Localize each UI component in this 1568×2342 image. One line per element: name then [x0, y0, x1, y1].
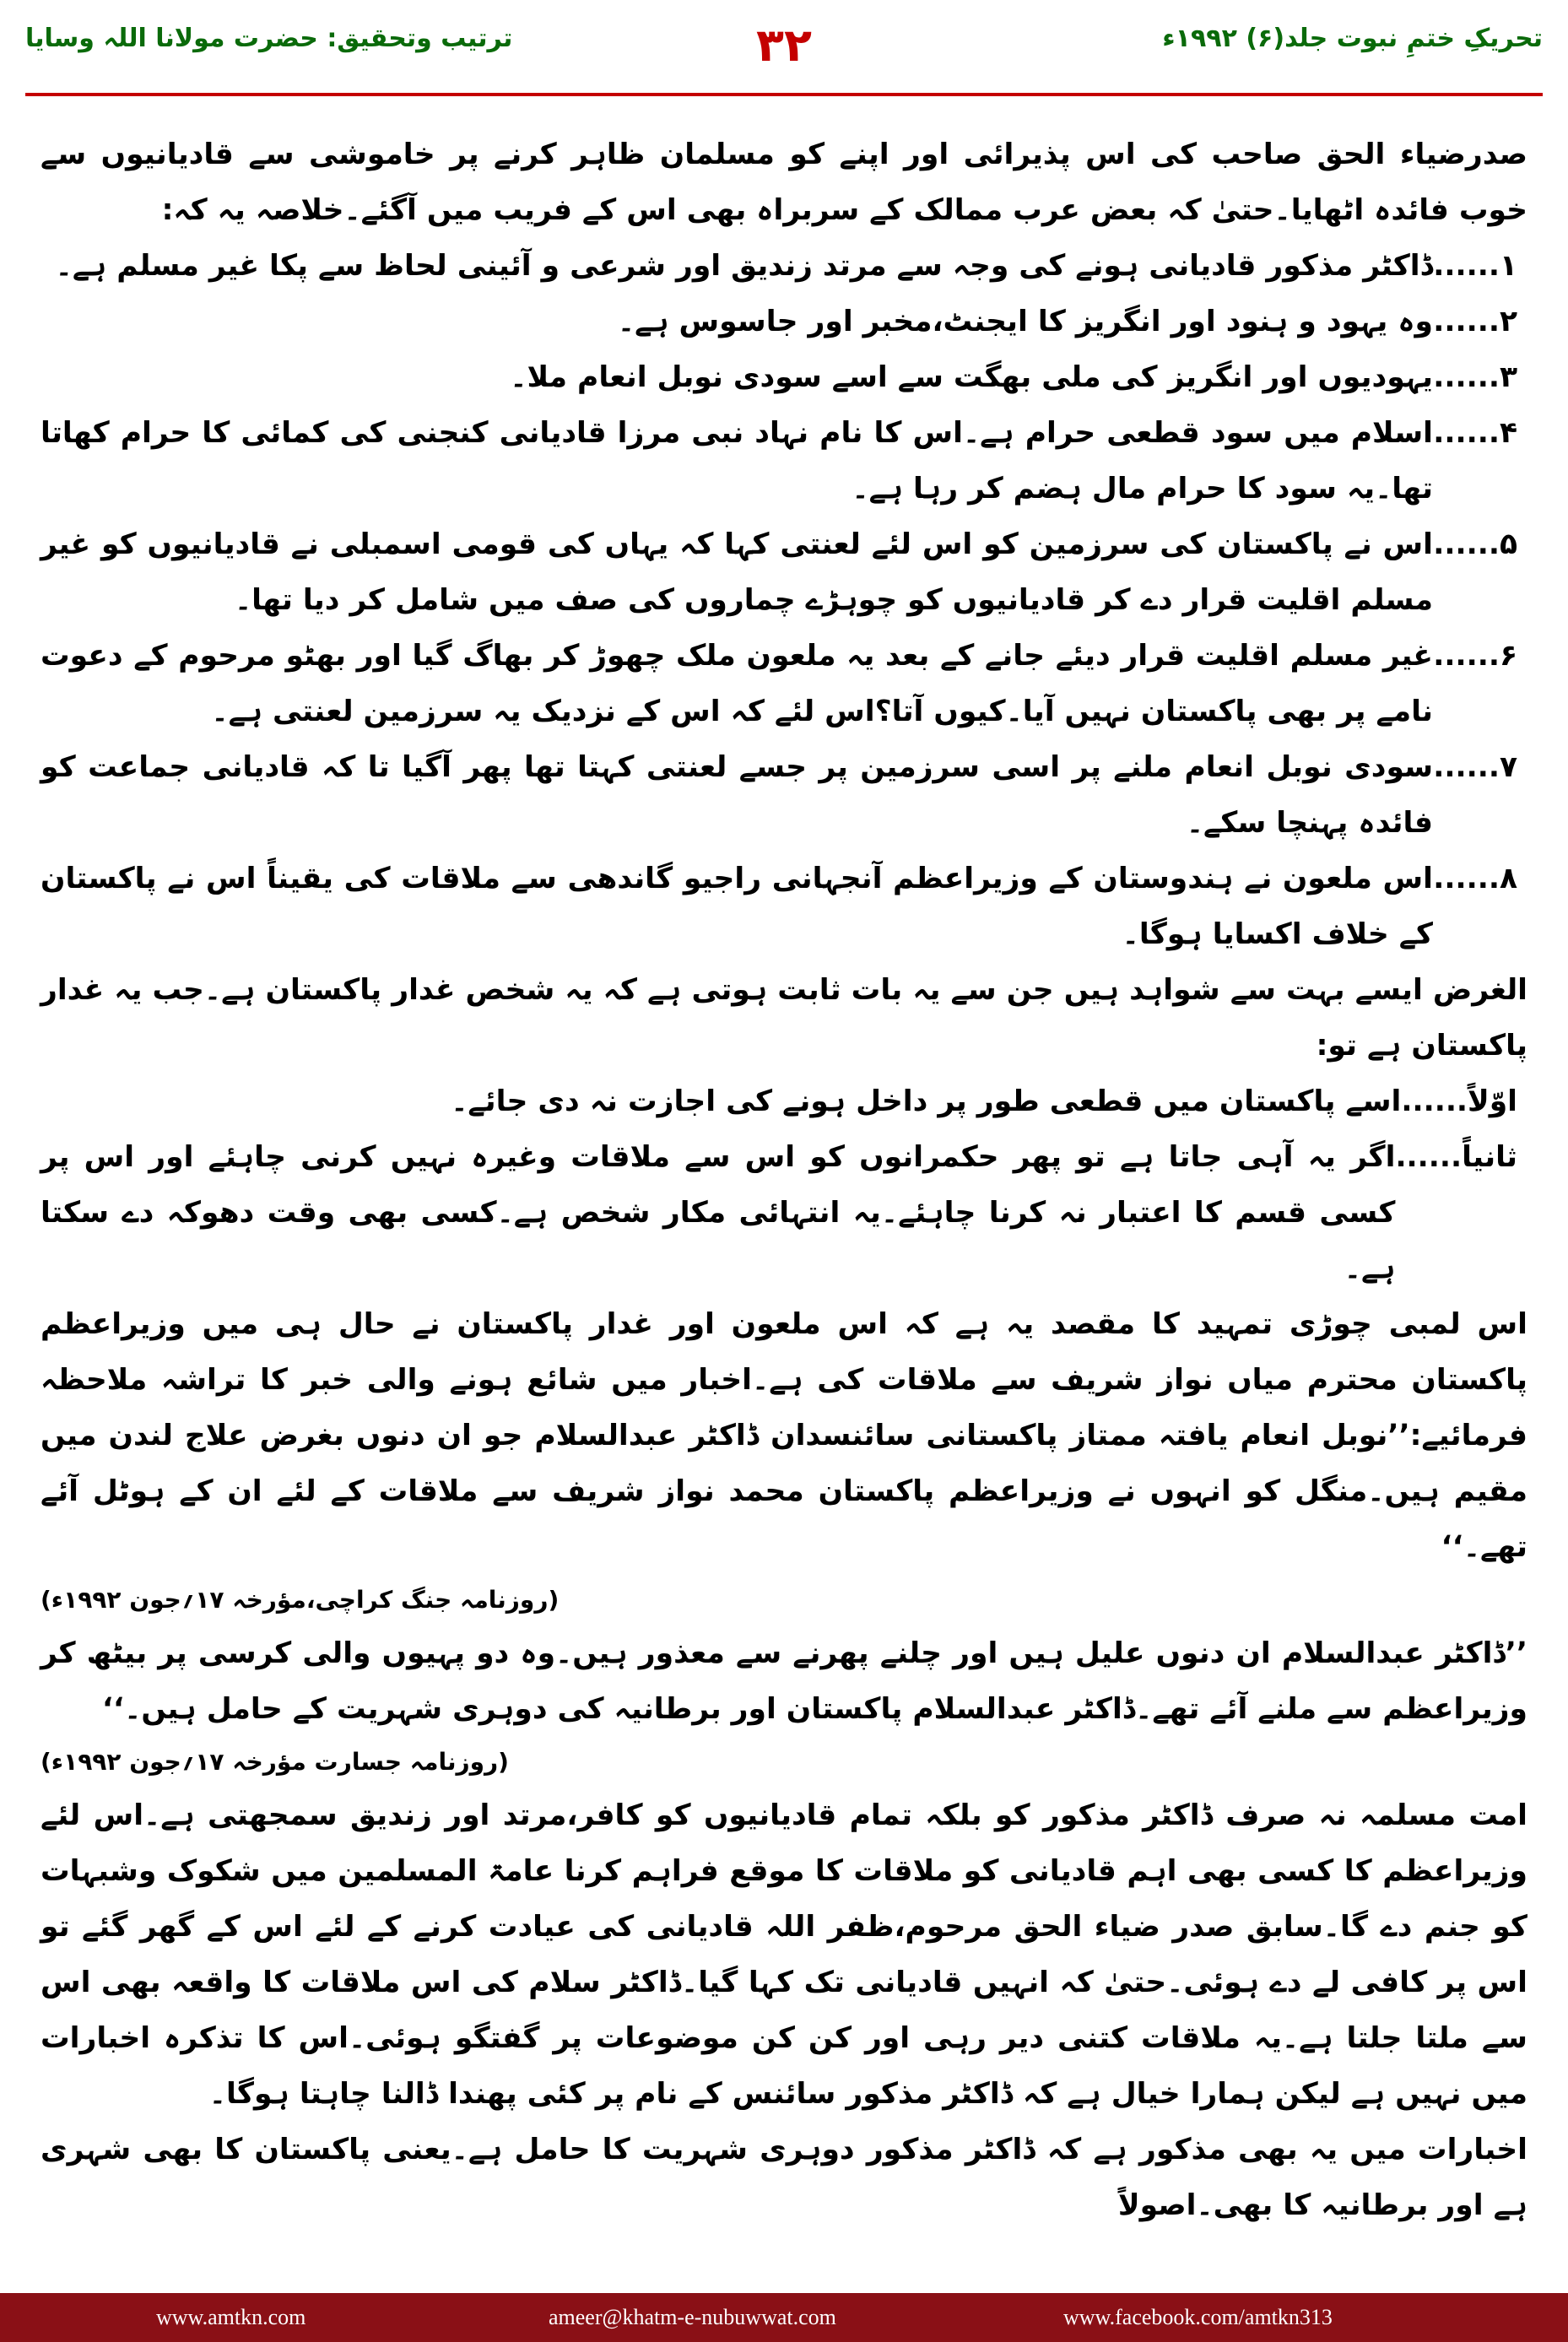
item-text: سودی نوبل انعام ملنے پر اسی سرزمین پر جسے لعنتی کہتا تھا پھر آگیا تا کہ قادیانی جماعت کو فائدہ پہنچا سکے۔: [41, 750, 1433, 840]
list-item: [41, 1074, 1527, 1129]
item-number: ۳......: [1433, 360, 1517, 394]
item-text: ڈاکٹر مذکور قادیانی ہونے کی وجہ سے مرتد زندیق اور شرعی و آئینی لحاظ سے پکا غیر مسلم ہے۔: [55, 249, 1433, 283]
list-item: [41, 405, 1527, 517]
facebook-link[interactable]: www.facebook.com/amtkn313: [1063, 2305, 1333, 2329]
page-header: [25, 19, 1543, 91]
item-text: اس نے پاکستان کی سرزمین کو اس لئے لعنتی کہا کہ یہاں کی قومی اسمبلی نے قادیانیوں کو غیر مسلم اقلیت قرار دے کر قادیانیوں کو چوہڑے چماروں کی صف میں شامل کر دیا تھا۔: [41, 527, 1433, 617]
item-text: وہ یہود و ہنود اور انگریز کا ایجنٹ،مخبر اور جاسوس ہے۔: [617, 305, 1433, 338]
closing-paragraph: اخبارات میں یہ بھی مذکور ہے کہ ڈاکٹر مذکور دوہری شہریت کا حامل ہے۔یعنی پاکستان کا بھی شہری ہے اور برطانیہ کا بھی۔اصولاً: [41, 2133, 1527, 2222]
item-number: ۷......: [1433, 750, 1517, 784]
source-citation: (روزنامہ جنگ کراچی،مؤرخہ ۱۷؍جون ۱۹۹۲ء): [41, 1586, 560, 1614]
page-number: ۳۲: [756, 19, 812, 72]
list-item: [41, 628, 1527, 739]
item-number: ثانیاً......: [1395, 1140, 1517, 1174]
list-item: [41, 294, 1527, 349]
item-number: ۸......: [1433, 862, 1517, 895]
quote-paragraph: ’’ڈاکٹر عبدالسلام ان دنوں علیل ہیں اور چلنے پھرنے سے معذور ہیں۔وہ دو پہیوں والی کرسی پر بیٹھ کر وزیراعظم سے ملنے آئے تھے۔ڈاکٹر عبدالسلام پاکستان اور برطانیہ کی دوہری شہریت کے حامل ہیں۔‘‘: [41, 1636, 1527, 1726]
website-link[interactable]: www.amtkn.com: [156, 2305, 306, 2329]
email-link[interactable]: ameer@khatm-e-nubuwwat.com: [549, 2305, 836, 2329]
item-text: یہودیوں اور انگریز کی ملی بھگت سے اسے سودی نوبل انعام ملا۔: [510, 360, 1433, 394]
intro-paragraph: صدرضیاء الحق صاحب کی اس پذیرائی اور اپنے کو مسلمان ظاہر کرنے پر خاموشی سے قادیانیوں سے خوب فائدہ اٹھایا۔حتیٰ کہ بعض عرب ممالک کے سربراہ بھی اس کے فریب میں آگئے۔خلاصہ یہ کہ:: [41, 138, 1527, 227]
list-item: [41, 238, 1527, 294]
page-body: [41, 127, 1527, 2233]
item-number: ۴......: [1433, 416, 1517, 450]
item-number: اوّلاً......: [1401, 1084, 1517, 1118]
item-number: ۵......: [1433, 527, 1517, 561]
ummat-paragraph: امت مسلمہ نہ صرف ڈاکٹر مذکور کو بلکہ تمام قادیانیوں کو کافر،مرتد اور زندیق سمجھتی ہے۔اس لئے وزیراعظم کا کسی بھی اہم قادیانی کو ملاقات کا موقع فراہم کرنا عامۃ المسلمین میں شکوک وشبہات کو جنم دے گا۔سابق صدر ضیاء الحق مرحوم،ظفر اللہ قادیانی کی عیادت کرنے کے لئے اس کے گھر گئے تو اس پر کافی لے دے ہوئی۔حتیٰ کہ انہیں قادیانی تک کہا گیا۔ڈاکٹر سلام کی اس ملاقات کا واقعہ بھی اس سے ملتا جلتا ہے۔یہ ملاقات کتنی دیر رہی اور کن کن موضوعات پر گفتگو ہوئی۔اس کا تذکرہ اخبارات میں نہیں ہے لیکن ہمارا خیال ہے کہ ڈاکٹر مذکور سائنس کے نام پر کئی پھندا ڈالنا چاہتا ہوگا۔: [41, 1798, 1527, 2111]
list-item: [41, 1129, 1527, 1296]
meeting-paragraph: اس لمبی چوڑی تمہید کا مقصد یہ ہے کہ اس ملعون اور غدار پاکستان نے حال ہی میں وزیراعظم پاکستان محترم میاں نواز شریف سے ملاقات کی ہے۔اخبار میں شائع ہونے والی خبر کا تراشہ ملاحظہ فرمائیے:’’نوبل انعام یافتہ ممتاز پاکستانی سائنسدان ڈاکٹر عبدالسلام جو ان دنوں بغرض علاج لندن میں مقیم ہیں۔منگل کو انہوں نے وزیراعظم پاکستان محمد نواز شریف سے ملاقات کے لئے ان کے ہوٹل آئے تھے۔‘‘: [41, 1307, 1527, 1564]
list-item: [41, 851, 1527, 962]
item-text: غیر مسلم اقلیت قرار دیئے جانے کے بعد یہ ملعون ملک چھوڑ کر بھاگ گیا اور بھٹو مرحوم کے دعوت نامے پر بھی پاکستان نہیں آیا۔کیوں آتا؟اس لئے کہ اس کے نزدیک یہ سرزمین لعنتی ہے۔: [41, 639, 1433, 728]
compiler-credit: ترتیب وتحقیق: حضرت مولانا اللہ وسایا: [25, 24, 513, 53]
item-number: ۶......: [1433, 639, 1517, 673]
item-text: اسلام میں سود قطعی حرام ہے۔اس کا نام نہاد نبی مرزا قادیانی کنجنی کی کمائی کا حرام کھاتا تھا۔یہ سود کا حرام مال ہضم کر رہا ہے۔: [41, 416, 1433, 506]
source-citation: (روزنامہ جسارت مؤرخہ ۱۷؍جون ۱۹۹۲ء): [41, 1748, 509, 1776]
item-number: ۱......: [1433, 249, 1517, 283]
item-text: اگر یہ آہی جاتا ہے تو پھر حکمرانوں کو اس سے ملاقات وغیرہ نہیں کرنی چاہئے اور اس پر کسی قسم کا اعتبار نہ کرنا چاہئے۔یہ انتہائی مکار شخص ہے۔کسی بھی وقت دھوکہ دے سکتا ہے۔: [41, 1140, 1396, 1285]
item-number: ۲......: [1433, 305, 1517, 338]
list-item: [41, 517, 1527, 628]
book-title: تحریکِ ختمِ نبوت جلد(۶) ۱۹۹۲ء: [1162, 24, 1543, 53]
item-text: اس ملعون نے ہندوستان کے وزیراعظم آنجہانی راجیو گاندھی سے ملاقات کی یقیناً اس نے پاکستان کے خلاف اکسایا ہوگا۔: [41, 862, 1433, 951]
conclusion-paragraph: الغرض ایسے بہت سے شواہد ہیں جن سے یہ بات ثابت ہوتی ہے کہ یہ شخص غدار پاکستان ہے۔جب یہ غدار پاکستان ہے تو:: [41, 973, 1527, 1063]
list-item: [41, 739, 1527, 851]
item-text: اسے پاکستان میں قطعی طور پر داخل ہونے کی اجازت نہ دی جائے۔: [451, 1084, 1402, 1118]
page-footer: [0, 2293, 1568, 2342]
list-item: [41, 349, 1527, 405]
header-divider: [25, 93, 1543, 96]
